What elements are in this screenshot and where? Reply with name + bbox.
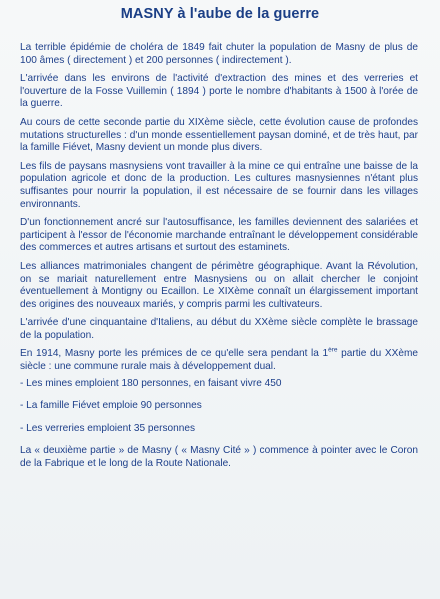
document-body (20, 42, 418, 477)
paragraph-masny-cite: La « deuxième partie » de Masny ( « Masny Cité » ) commence à pointer avec le Coron de la Fabrique et le long de la Route Nationale. (20, 445, 418, 470)
paragraph-mines-arrival: L'arrivée dans les environs de l'activité d'extraction des mines et des verreries et l'ouverture de la Fosse Vuillemin ( 1894 ) porte le nombre d'habitants à 1500 à l'orée de la guerre. (20, 73, 418, 110)
paragraph-1914-text-end: partie du XXème siècle : une commune rurale mais à développement dual. (20, 348, 418, 373)
paragraph-marriages: Les alliances matrimoniales changent de périmètre géographique. Avant la Révolution, on se mariait naturellement entre Masnysiens ou on allait chercher le conjoint éventuellement à Montigny ou Ecaillon. Le XIXème connaît un élargissement important des origines des nouveaux mariés, y compris parmi les cultivateurs. (20, 260, 418, 310)
paragraph-social-change: Au cours de cette seconde partie du XIXème siècle, cette évolution cause de profondes mutations structurelles : d'un monde essentiellement paysan dominé, et de très haut, par la famille Fiévet, Masny devient un monde plus divers. (20, 116, 418, 154)
list-item-mines: - Les mines emploient 180 personnes, en faisant vivre 450 (20, 377, 282, 389)
paragraph-economy: D'un fonctionnement ancré sur l'autosuffisance, les familles deviennent des salariées et participent à l'essor de l'économie marchande entraînant le développement considérable des commerces et autres artisans et surtout des estaminets. (20, 217, 418, 254)
paragraph-cholera: La terrible épidémie de choléra de 1849 fait chuter la population de Masny de plus de 100 âmes ( directement ) et 200 personnes ( indirectement ). (20, 42, 418, 66)
paragraph-1914-text-start: En 1914, Masny porte les prémices de ce qu'elle sera pendant la 1 (20, 348, 329, 360)
paragraph-1914 (20, 348, 418, 373)
list-item-verreries: - Les verreries emploient 35 personnes (20, 422, 196, 434)
paragraph-farmers-sons: Les fils de paysans masnysiens vont travailler à la mine ce qui entraîne une baisse de la population agricole et donc de la production. Les cultures masnysiennes n'étant plus suffisantes pour nourrir la population, il est nécessaire de se fournir dans les villages environnants. (20, 160, 418, 210)
page-title: MASNY à l'aube de la guerre (120, 6, 320, 22)
ordinal-superscript: ère (328, 347, 338, 355)
paragraph-italians: L'arrivée d'une cinquantaine d'Italiens, au début du XXème siècle complète le brassage de la population. (20, 317, 418, 341)
list-item-fievet: - La famille Fiévet emploie 90 personnes (20, 400, 202, 412)
